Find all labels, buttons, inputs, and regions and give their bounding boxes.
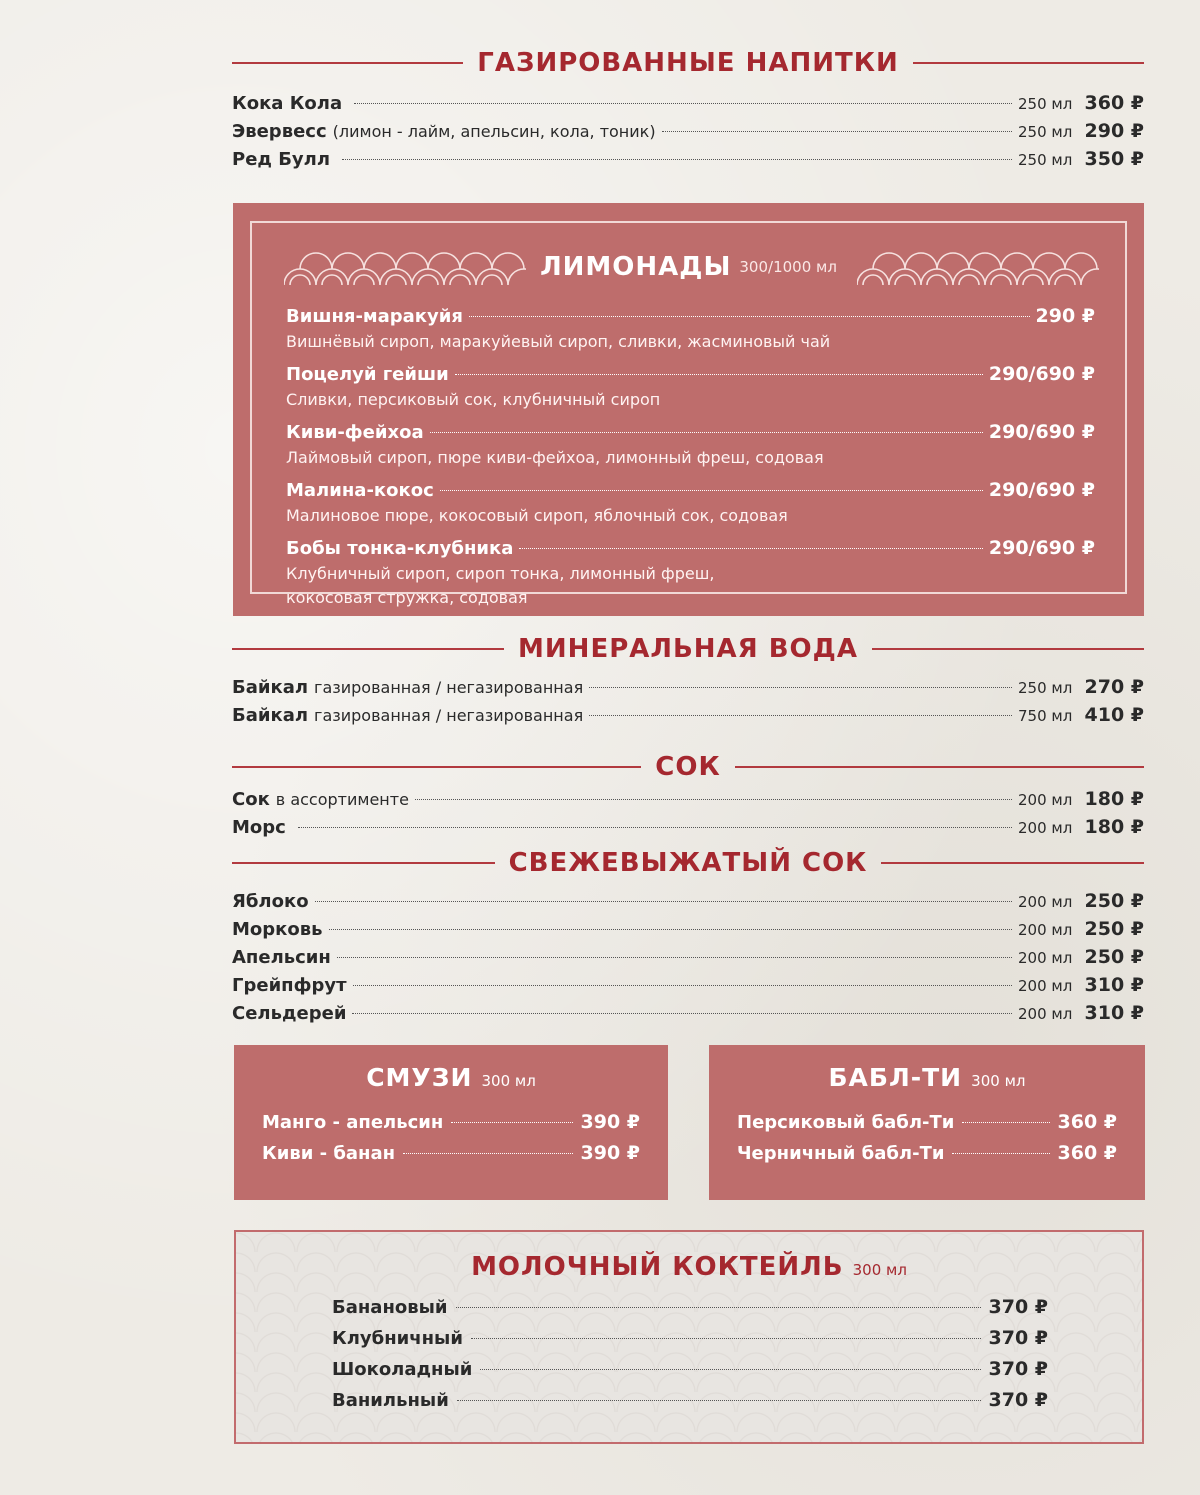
item-name: Морс	[232, 817, 286, 838]
item-volume: 200 мл	[1018, 819, 1073, 837]
item-name: Апельсин	[232, 947, 331, 968]
menu-item	[232, 890, 1144, 918]
divider-line	[232, 62, 463, 64]
item-name: Грейпфрут	[232, 975, 347, 996]
menu-item	[286, 421, 1095, 470]
section-header	[232, 750, 1144, 784]
leader-dots	[430, 432, 983, 433]
leader-dots	[451, 1122, 572, 1123]
item-price: 370 ₽	[988, 1389, 1048, 1411]
section-title: ГАЗИРОВАННЫЕ НАПИТКИ	[477, 48, 899, 78]
leader-dots	[456, 1307, 981, 1308]
menu-item	[232, 704, 1144, 732]
item-volume: 200 мл	[1018, 921, 1073, 939]
item-volume: 200 мл	[1018, 791, 1073, 809]
lemonade-box	[233, 203, 1144, 616]
item-price: 370 ₽	[988, 1296, 1048, 1318]
menu-item	[737, 1111, 1117, 1142]
section-title: СОК	[655, 752, 721, 782]
item-name: Поцелуй гейши	[286, 364, 449, 385]
item-name: Киви - банан	[262, 1143, 396, 1164]
item-description: Вишнёвый сироп, маракуйевый сироп, сливки, жасминовый чай	[286, 332, 831, 351]
item-name: Банановый	[332, 1297, 448, 1318]
item-name: Байкал	[232, 677, 309, 698]
item-note: газированная / негазированная	[314, 678, 584, 697]
leader-dots	[455, 374, 983, 375]
item-name: Ред Булл	[232, 149, 331, 170]
section-title: СМУЗИ	[366, 1063, 473, 1092]
item-price: 390 ₽	[580, 1111, 640, 1133]
item-price: 370 ₽	[988, 1358, 1048, 1380]
item-volume: 200 мл	[1018, 1005, 1073, 1023]
item-name: Вишня-маракуйя	[286, 306, 463, 327]
bubble-tea-list	[737, 1111, 1117, 1173]
menu-item	[232, 974, 1144, 1002]
item-volume: 750 мл	[1018, 707, 1073, 725]
menu-item	[332, 1327, 1048, 1358]
section-header	[232, 632, 1144, 666]
section-subtitle: 300 мл	[971, 1072, 1026, 1090]
item-volume: 200 мл	[1018, 977, 1073, 995]
menu-item	[737, 1142, 1117, 1173]
item-price: 290/690 ₽	[988, 479, 1095, 501]
item-price: 270 ₽	[1084, 676, 1144, 698]
item-price: 180 ₽	[1084, 788, 1144, 810]
item-name: Байкал	[232, 705, 309, 726]
item-name: Кока Кола	[232, 93, 343, 114]
item-volume: 250 мл	[1018, 679, 1073, 697]
menu-item	[262, 1111, 640, 1142]
item-note: (лимон - лайм, апельсин, кола, тоник)	[332, 122, 656, 141]
lemonade-frame	[250, 221, 1127, 607]
section-title: МОЛОЧНЫЙ КОКТЕЙЛЬ	[471, 1252, 844, 1282]
leader-dots	[315, 901, 1012, 902]
item-name: Морковь	[232, 919, 323, 940]
leader-dots	[440, 490, 983, 491]
item-volume: 250 мл	[1018, 123, 1073, 141]
item-volume: 200 мл	[1018, 949, 1073, 967]
menu-item	[232, 148, 1144, 176]
item-volume: 250 мл	[1018, 95, 1073, 113]
item-price: 180 ₽	[1084, 816, 1144, 838]
item-price: 250 ₽	[1084, 946, 1144, 968]
milkshake-header	[236, 1252, 1142, 1282]
item-note: в ассортименте	[275, 790, 409, 809]
item-name: Ванильный	[332, 1390, 449, 1411]
leader-dots	[329, 929, 1012, 930]
item-price: 290/690 ₽	[988, 363, 1095, 385]
leader-dots	[457, 1400, 981, 1401]
item-name: Черничный бабл-Ти	[737, 1143, 945, 1164]
menu-item	[232, 676, 1144, 704]
divider-line	[232, 862, 495, 864]
menu-item	[232, 120, 1144, 148]
menu-item	[332, 1296, 1048, 1327]
item-name: Яблоко	[232, 891, 309, 912]
leader-dots	[403, 1153, 572, 1154]
item-description: Клубничный сироп, сироп тонка, лимонный фреш, кокосовая стружка, содовая	[286, 564, 715, 607]
menu-item	[286, 537, 1095, 610]
leader-dots	[952, 1153, 1049, 1154]
item-price: 360 ₽	[1057, 1142, 1117, 1164]
leader-dots	[337, 957, 1012, 958]
divider-line	[872, 648, 1144, 650]
bubble-tea-box	[709, 1045, 1145, 1200]
item-price: 360 ₽	[1084, 92, 1144, 114]
menu-item	[232, 92, 1144, 120]
leader-dots	[352, 1013, 1012, 1014]
lemonade-list	[286, 305, 1095, 619]
smoothie-header	[234, 1063, 668, 1092]
item-description: Лаймовый сироп, пюре киви-фейхоа, лимонный фреш, содовая	[286, 448, 824, 467]
menu-item	[286, 305, 1095, 354]
item-price: 390 ₽	[580, 1142, 640, 1164]
milkshake-box	[234, 1230, 1144, 1444]
menu-item	[332, 1389, 1048, 1420]
menu-item	[232, 918, 1144, 946]
bubble-tea-header	[709, 1063, 1145, 1092]
item-price: 370 ₽	[988, 1327, 1048, 1349]
leader-dots	[342, 159, 1012, 160]
section-title: ЛИМОНАДЫ	[540, 252, 732, 282]
section-juice	[232, 750, 1144, 844]
divider-line	[881, 862, 1144, 864]
item-note: газированная / негазированная	[314, 706, 584, 725]
section-header	[232, 846, 1144, 880]
item-name: Манго - апельсин	[262, 1112, 444, 1133]
leader-dots	[589, 715, 1012, 716]
leader-dots	[519, 548, 983, 549]
item-price: 410 ₽	[1084, 704, 1144, 726]
menu-item	[332, 1358, 1048, 1389]
section-subtitle: 300 мл	[852, 1261, 907, 1279]
divider-line	[232, 766, 641, 768]
item-name: Бобы тонка-клубника	[286, 538, 514, 559]
item-volume: 250 мл	[1018, 151, 1073, 169]
leader-dots	[471, 1338, 981, 1339]
item-name: Сок	[232, 789, 270, 810]
leader-dots	[469, 316, 1030, 317]
leader-dots	[662, 131, 1012, 132]
item-name: Эвервесс	[232, 121, 327, 142]
section-soda	[232, 46, 1144, 176]
menu-item	[232, 788, 1144, 816]
item-name: Киви-фейхоа	[286, 422, 424, 443]
item-volume: 200 мл	[1018, 893, 1073, 911]
smoothie-list	[262, 1111, 640, 1173]
item-price: 360 ₽	[1057, 1111, 1117, 1133]
menu-item	[262, 1142, 640, 1173]
menu-item	[286, 479, 1095, 528]
menu-item	[232, 946, 1144, 974]
item-price: 290 ₽	[1035, 305, 1095, 327]
item-name: Персиковый бабл-Ти	[737, 1112, 955, 1133]
smoothie-box	[234, 1045, 668, 1200]
milkshake-list	[332, 1296, 1048, 1420]
item-price: 310 ₽	[1084, 974, 1144, 996]
section-title: МИНЕРАЛЬНАЯ ВОДА	[518, 634, 858, 664]
item-price: 290 ₽	[1084, 120, 1144, 142]
menu-item	[232, 816, 1144, 844]
item-name: Шоколадный	[332, 1359, 473, 1380]
divider-line	[735, 766, 1144, 768]
divider-line	[232, 648, 504, 650]
divider-line	[913, 62, 1144, 64]
item-price: 250 ₽	[1084, 890, 1144, 912]
item-price: 350 ₽	[1084, 148, 1144, 170]
leader-dots	[480, 1369, 980, 1370]
section-header	[232, 46, 1144, 80]
item-price: 310 ₽	[1084, 1002, 1144, 1024]
menu-item	[286, 363, 1095, 412]
item-name: Клубничный	[332, 1328, 463, 1349]
item-description: Малиновое пюре, кокосовый сироп, яблочный сок, содовая	[286, 506, 788, 525]
leader-dots	[962, 1122, 1049, 1123]
section-title: СВЕЖЕВЫЖАТЫЙ СОК	[508, 848, 868, 878]
item-price: 250 ₽	[1084, 918, 1144, 940]
section-title: БАБЛ-ТИ	[828, 1063, 963, 1092]
item-price: 290/690 ₽	[988, 537, 1095, 559]
leader-dots	[353, 985, 1012, 986]
section-fresh	[232, 846, 1144, 1030]
section-subtitle: 300/1000 мл	[739, 258, 837, 276]
leader-dots	[354, 103, 1012, 104]
leader-dots	[589, 687, 1012, 688]
item-name: Сельдерей	[232, 1003, 347, 1024]
item-price: 290/690 ₽	[988, 421, 1095, 443]
wave-pattern-icon	[857, 251, 1099, 285]
section-mineral	[232, 632, 1144, 732]
section-subtitle: 300 мл	[481, 1072, 536, 1090]
leader-dots	[415, 799, 1012, 800]
leader-dots	[298, 827, 1012, 828]
menu-item	[232, 1002, 1144, 1030]
item-name: Малина-кокос	[286, 480, 434, 501]
item-description: Сливки, персиковый сок, клубничный сироп	[286, 390, 661, 409]
